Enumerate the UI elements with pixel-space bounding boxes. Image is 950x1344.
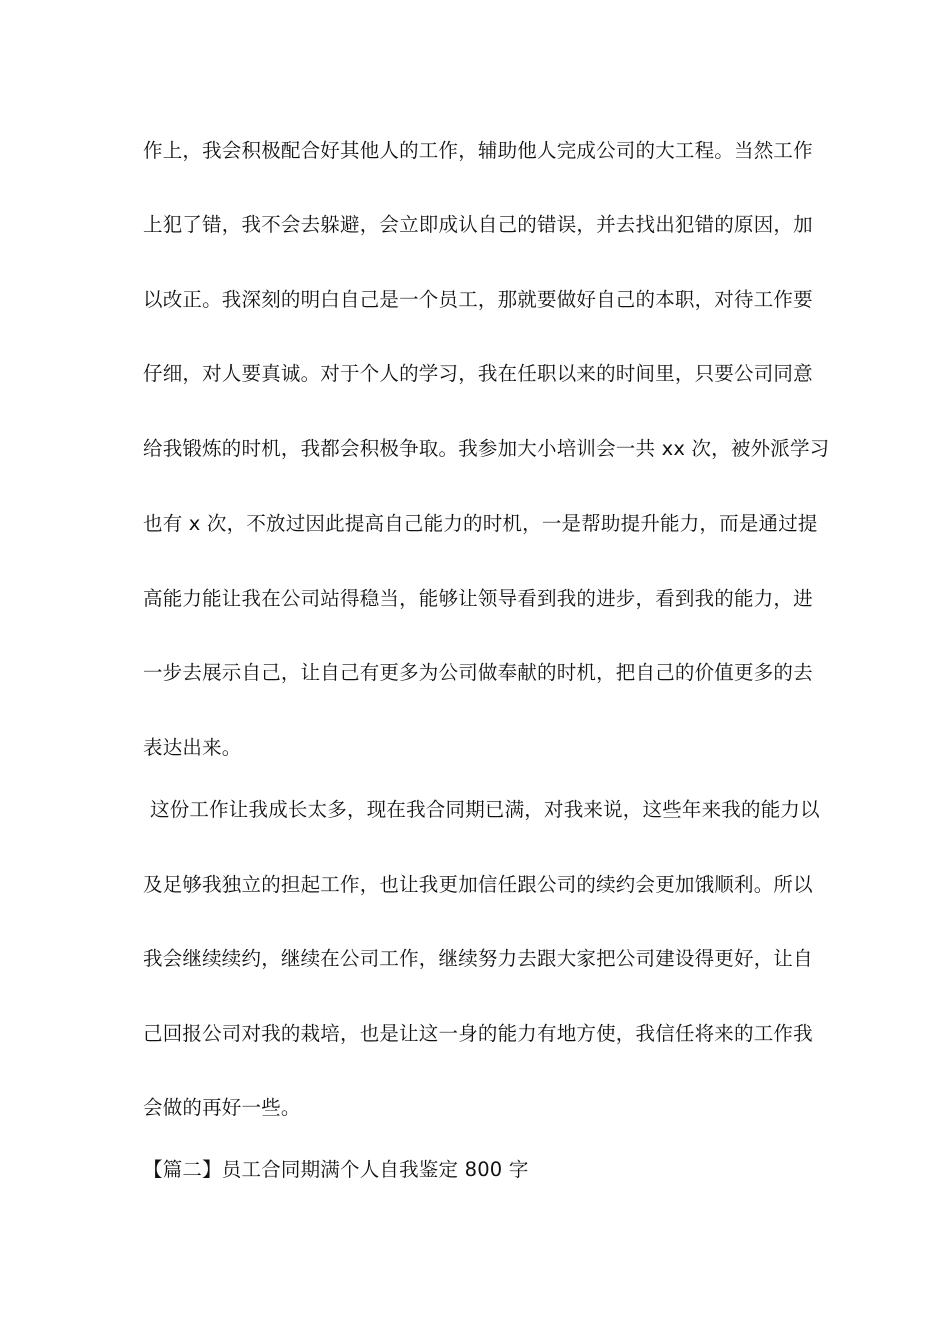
- paragraph-2-line-1: 这份工作让我成长太多，现在我合同期已满，对我来说，这些年来我的能力以: [150, 798, 820, 821]
- paragraph-2-line-5: 会做的再好一些。: [143, 1096, 301, 1119]
- paragraph-1-line-3: 以改正。我深刻的明白自己是一个员工，那就要做好自己的本职，对待工作要: [143, 288, 813, 311]
- paragraph-1-line-6: 也有 x 次，不放过因此提高自己能力的时机，一是帮助提升能力，而是通过提: [143, 512, 818, 535]
- paragraph-2-line-3: 我会继续续约，继续在公司工作，继续努力去跟大家把公司建设得更好，让自: [143, 947, 813, 970]
- paragraph-1-line-8: 一步去展示自己，让自己有更多为公司做奉献的时机，把自己的价值更多的去: [143, 661, 813, 684]
- paragraph-2-line-2: 及足够我独立的担起工作，也让我更加信任跟公司的续约会更加饿顺利。所以: [143, 873, 813, 896]
- paragraph-1-line-4: 仔细，对人要真诚。对于个人的学习，我在任职以来的时间里，只要公司同意: [143, 362, 813, 385]
- paragraph-1-line-1: 作上，我会积极配合好其他人的工作，辅助他人完成公司的大工程。当然工作: [143, 139, 813, 162]
- paragraph-2-line-4: 己回报公司对我的栽培，也是让这一身的能力有地方使，我信任将来的工作我: [143, 1022, 813, 1045]
- paragraph-1-line-9: 表达出来。: [143, 736, 242, 759]
- paragraph-1-line-5: 给我锻炼的时机，我都会积极争取。我参加大小培训会一共 xx 次，被外派学习: [143, 437, 830, 460]
- section-heading: 【篇二】员工合同期满个人自我鉴定 800 字: [143, 1158, 529, 1181]
- paragraph-1-line-7: 高能力能让我在公司站得稳当，能够让领导看到我的进步，看到我的能力，进: [143, 587, 813, 610]
- paragraph-1-line-2: 上犯了错，我不会去躲避，会立即成认自己的错误，并去找出犯错的原因，加: [143, 213, 813, 236]
